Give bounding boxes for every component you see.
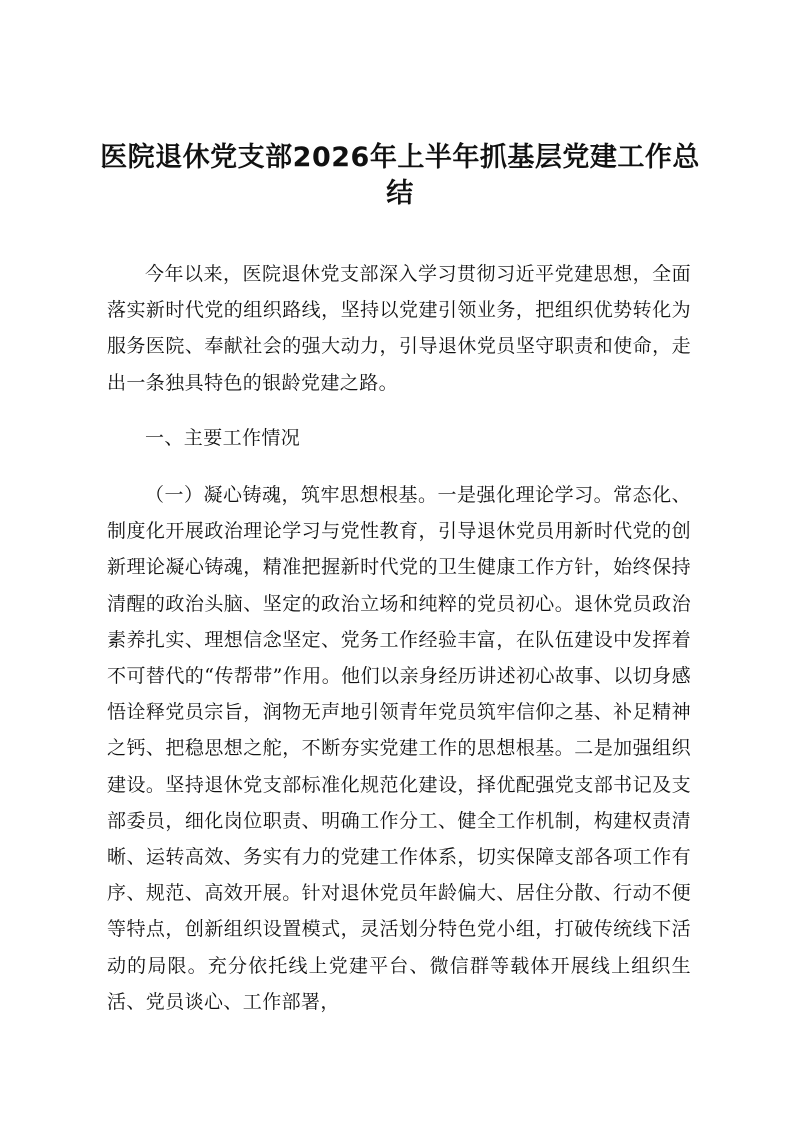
document-title: 医院退休党支部2026年上半年抓基层党建工作总结 — [100, 142, 700, 209]
section-1-paragraph: （一）凝心铸魂，筑牢思想根基。一是强化理论学习。常态化、制度化开展政治理论学习与党性教育，引导退休党员用新时代党的创新理论凝心铸魂，精准把握新时代党的卫生健康工作方针，始终保持清醒的政治头脑、坚定的政治立场和纯粹的党员初心。退休党员政治素养扎实、理想信念坚定、党务工作经验丰富，在队伍建设中发挥着不可替代的“传帮带”作用。他们以亲身经历讲述初心故事、以切身感悟诠释党员宗旨，润物无声地引领青年党员筑牢信仰之基、补足精神之钙、把稳思想之舵，不断夯实党建工作的思想根基。二是加强组织建设。坚持退休党支部标准化规范化建设，择优配强党支部书记及支部委员，细化岗位职责、明确工作分工、健全工作机制，构建权责清晰、运转高效、务实有力的党建工作体系，切实保障支部各项工作有序、规范、高效开展。针对退休党员年龄偏大、居住分散、行动不便等特点，创新组织设置模式，灵活划分特色党小组，打破传统线下活动的局限。充分依托线上党建平台、微信群等载体开展线上组织生活、党员谈心、工作部署， — [107, 484, 691, 1013]
section-heading: 一、主要工作情况 — [145, 427, 301, 449]
intro-paragraph: 今年以来，医院退休党支部深入学习贯彻习近平党建思想，全面落实新时代党的组织路线，坚持以党建引领业务，把组织优势转化为服务医院、奉献社会的强大动力，引导退休党员坚守职责和使命，走出一条独具特色的银龄党建之路。 — [107, 263, 691, 394]
